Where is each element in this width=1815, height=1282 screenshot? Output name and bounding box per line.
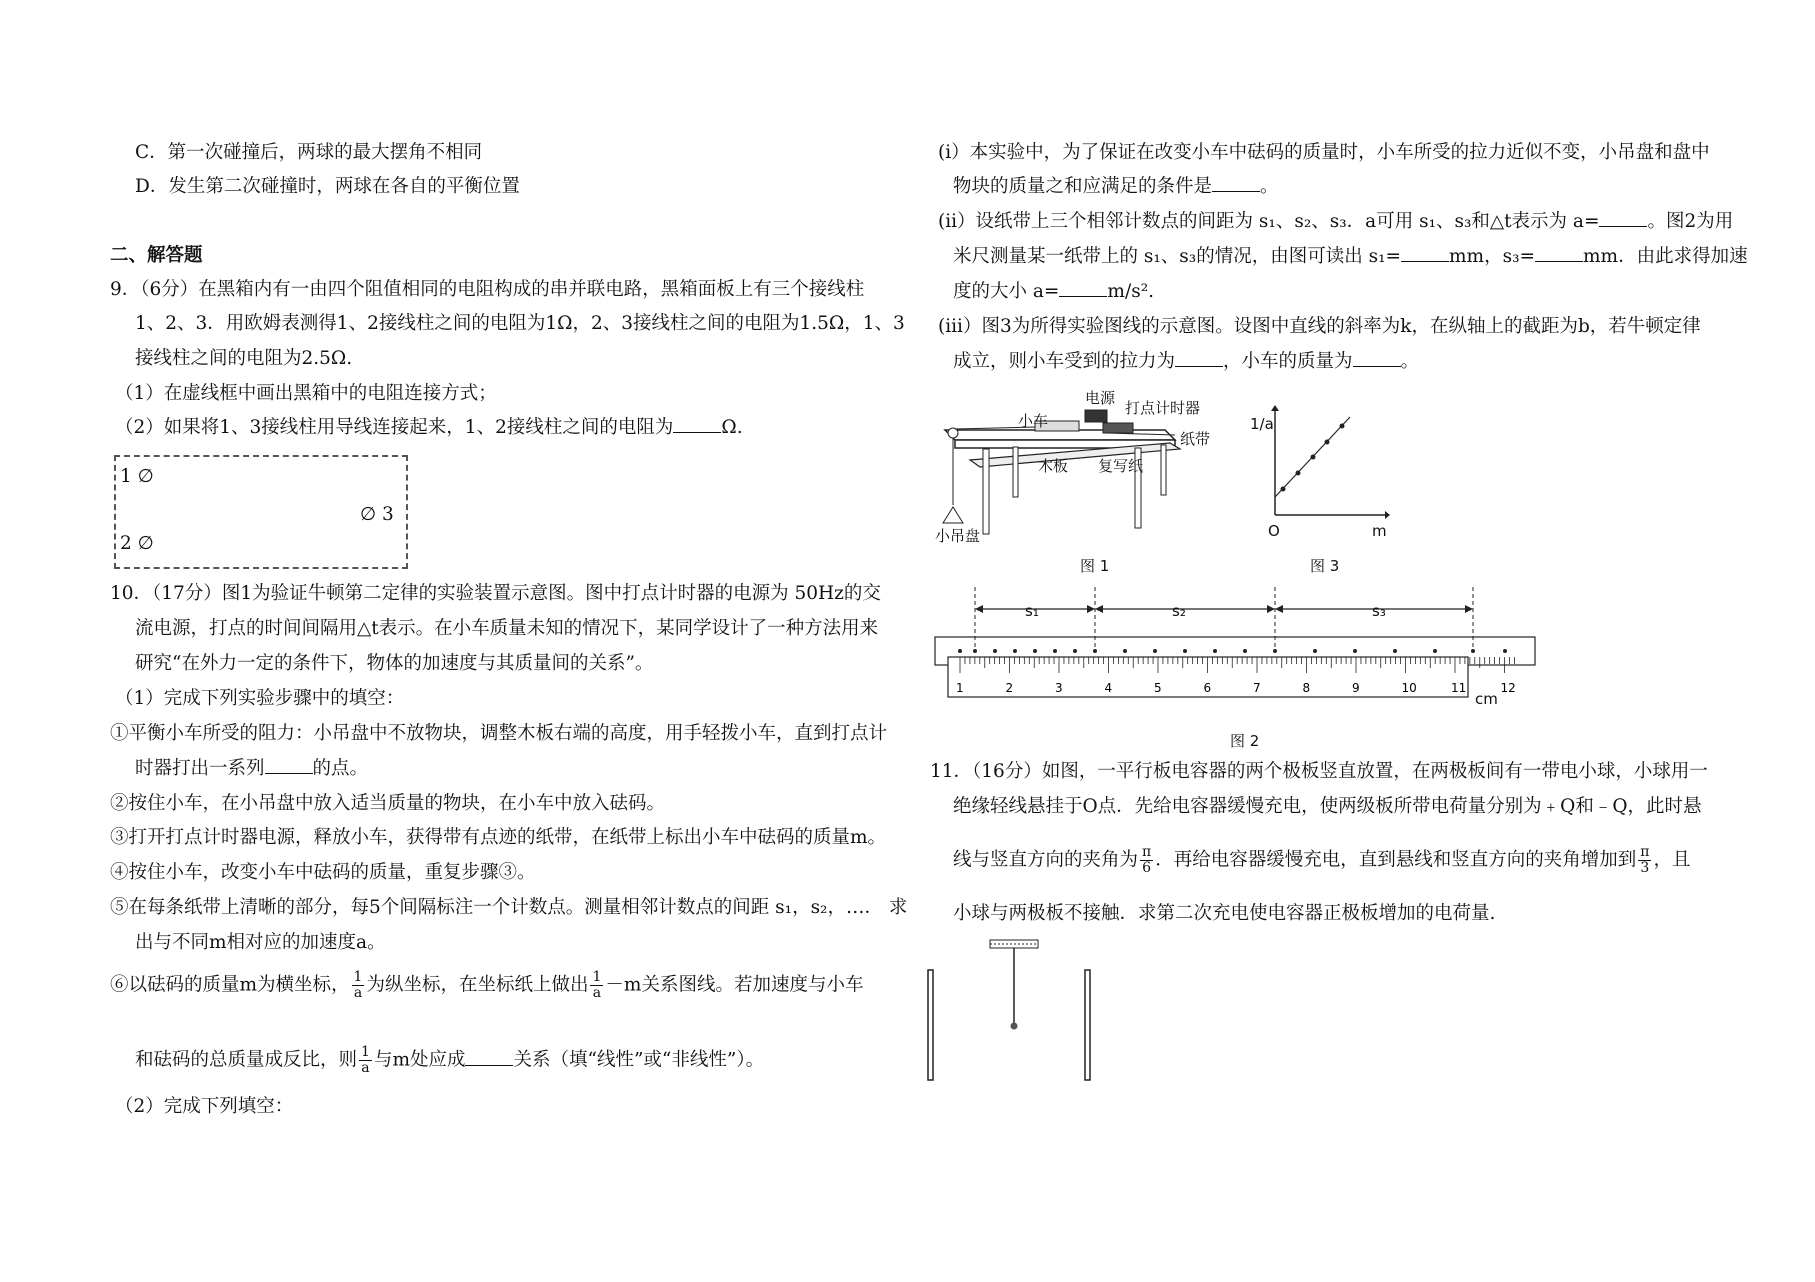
q11-line2: 绝缘轻线悬挂于O点．先给电容器缓慢充电，使两级板所带电荷量分别为﹢Q和﹣Q，此时悬 — [953, 796, 1702, 817]
fig3-x-label: m — [1372, 522, 1387, 540]
q10-step6b: 和砝码的总质量成反比，则 $\frac{1}{a}$ 与m处应成 关系（填“线性”或“非线性”）。 — [135, 1044, 765, 1076]
tape-dot — [1093, 649, 1097, 653]
part-ii-line3: 度的大小 a= m/s². — [953, 281, 1154, 302]
section-heading: 二、解答题 — [110, 245, 203, 266]
terminal-3: ∅ 3 — [360, 504, 394, 525]
s2-arrow-head-left — [1095, 605, 1103, 613]
ruler-tick-label: 12 — [1500, 681, 1516, 695]
fig1-carbon-label: 复写纸 — [1098, 457, 1144, 475]
s1-arrow-head-left — [975, 605, 983, 613]
q11-line1: 11．（16分）如图，一平行板电容器的两个极板竖直放置，在两极板间有一带电小球，小球用一 — [930, 761, 1708, 782]
part-iii-line1: (iii）图3为所得实验图线的示意图。设图中直线的斜率为k，在纵轴上的截距为b，若牛顿定律 — [938, 316, 1701, 337]
part-ii-line1: (ii）设纸带上三个相邻计数点的间距为 s₁、s₂、s₃．a可用 s₁、s₃和△t表示为 a= 。图2为用 — [938, 211, 1734, 232]
q9-line3: 接线柱之间的电阻为2.5Ω. — [135, 348, 353, 369]
q10-step5b: 出与不同m相对应的加速度a。 — [135, 932, 386, 953]
capacitor-diagram — [925, 935, 1095, 1085]
q10-part2: （2）完成下列填空： — [115, 1096, 294, 1117]
option-c: C．第一次碰撞后，两球的最大摆角不相同 — [135, 142, 483, 163]
ruler-tick-label: 2 — [1005, 681, 1014, 695]
q10-part1: （1）完成下列实验步骤中的填空： — [115, 688, 405, 709]
s1-arrow-head-right — [1087, 605, 1095, 613]
fig1-caption: 图 1 — [1080, 557, 1110, 575]
tape-dot — [1273, 649, 1277, 653]
fig1-power-label: 电源 — [1085, 389, 1116, 407]
q10-step2: ②按住小车，在小吊盘中放入适当质量的物块，在小车中放入砝码。 — [110, 793, 666, 814]
ruler-tick-label: 10 — [1401, 681, 1417, 695]
terminal-1: 1 ∅ — [120, 466, 154, 487]
tape-dot — [1433, 649, 1437, 653]
tape-dot — [1393, 649, 1397, 653]
fig3-caption: 图 3 — [1310, 557, 1340, 575]
terminal-2: 2 ∅ — [120, 533, 154, 554]
fig1-timer-label: 打点计时器 — [1125, 399, 1201, 417]
q10-step1a: ①平衡小车所受的阻力：小吊盘中不放物块，调整木板右端的高度，用手轻拨小车，直到打点计 — [110, 723, 888, 744]
tape-dot — [1471, 649, 1475, 653]
fig1-board-label: 木板 — [1038, 457, 1069, 475]
q10-line3: 研究“在外力一定的条件下，物体的加速度与其质量间的关系”。 — [135, 653, 654, 674]
s3-arrow-head-left — [1275, 605, 1283, 613]
fig1-pan-label: 小吊盘 — [935, 527, 981, 545]
tape-dot — [993, 649, 997, 653]
tape-dot — [958, 649, 962, 653]
tape-dot — [1213, 649, 1217, 653]
figure2-ruler — [930, 585, 1540, 710]
ruler-tick-label: 6 — [1203, 681, 1212, 695]
q9-part1: （1）在虚线框中画出黑箱中的电阻连接方式； — [115, 383, 497, 404]
ruler-tick-label: 4 — [1104, 681, 1113, 695]
q10-line2: 流电源，打点的时间间隔用△t表示。在小车质量未知的情况下，某同学设计了一种方法用来 — [135, 618, 879, 639]
tape-dot — [1353, 649, 1357, 653]
fig2-caption: 图 2 — [1230, 732, 1260, 750]
part-i-line1: (i）本实验中，为了保证在改变小车中砝码的质量时，小车所受的拉力近似不变，小吊盘和盘中 — [938, 142, 1710, 163]
tape-dot — [1073, 649, 1077, 653]
s3-arrow-head-right — [1465, 605, 1473, 613]
ruler-tick-label: 11 — [1451, 681, 1467, 695]
tape-dot — [1243, 649, 1247, 653]
q11-line4: 小球与两极板不接触．求第二次充电使电容器正极板增加的电荷量. — [953, 903, 1496, 924]
q9-line2: 1、2、3．用欧姆表测得1、2接线柱之间的电阻为1Ω，2、3接线柱之间的电阻为1.5Ω，1、3 — [135, 313, 905, 334]
fig2-s2-label: s₂ — [1172, 602, 1186, 620]
tape-dot — [1313, 649, 1317, 653]
part-i-line2: 物块的质量之和应满足的条件是 。 — [953, 176, 1279, 197]
tape-dot — [1053, 649, 1057, 653]
tape-dot — [1153, 649, 1157, 653]
q11-line3: 线与竖直方向的夹角为 $\frac{\pi}{6}$ ．再给电容器缓慢充电，直到悬线和竖直方向的夹角增加到 $\frac{\pi}{3}$ ，且 — [953, 844, 1691, 876]
q10-step5a: ⑤在每条纸带上清晰的部分，每5个间隔标注一个计数点。测量相邻计数点的间距 s₁，s₂，…． 求 — [110, 897, 908, 918]
fig3-y-label: 1/a — [1250, 415, 1274, 433]
ruler-tick-label: 8 — [1302, 681, 1311, 695]
fig2-s1-label: s₁ — [1025, 602, 1039, 620]
tape-dot — [1033, 649, 1037, 653]
q10-step6a: ⑥以砝码的质量m为横坐标， $\frac{1}{a}$ 为纵坐标，在坐标纸上做出 $\frac{1}{a}$ －m关系图线。若加速度与小车 — [110, 969, 864, 1001]
q10-step3: ③打开打点计时器电源，释放小车，获得带有点迹的纸带，在纸带上标出小车中砝码的质量m。 — [110, 827, 887, 848]
tape-dot — [1183, 649, 1187, 653]
tape-dot — [973, 649, 977, 653]
q9-line1: 9．（6分）在黑箱内有一由四个阻值相同的电阻构成的串并联电路，黑箱面板上有三个接线柱 — [110, 279, 865, 300]
fig2-s3-label: s₃ — [1372, 602, 1386, 620]
ruler-tick-label: 1 — [956, 681, 964, 695]
fig1-tape-label: 纸带 — [1180, 430, 1211, 448]
ruler-tick-label: 3 — [1055, 681, 1063, 695]
tape-dot — [1013, 649, 1017, 653]
tape-dot — [1503, 649, 1507, 653]
fig3-origin: O — [1268, 522, 1280, 540]
fig2-cm-unit: cm — [1475, 690, 1498, 708]
ruler-tick-label: 5 — [1154, 681, 1162, 695]
q10-step1b: 时器打出一系列 的点。 — [135, 758, 369, 779]
option-d: D．发生第二次碰撞时，两球在各自的平衡位置 — [135, 176, 520, 197]
fig1-cart-label: 小车 — [1018, 412, 1049, 430]
ruler-tick-label: 9 — [1352, 681, 1360, 695]
ruler-tick-label: 7 — [1253, 681, 1261, 695]
s2-arrow-head-right — [1267, 605, 1275, 613]
part-ii-line2: 米尺测量某一纸带上的 s₁、s₃的情况，由图可读出 s₁= mm，s₃= mm．由此求得加速 — [953, 246, 1748, 267]
part-iii-line2: 成立，则小车受到的拉力为 ，小车的质量为 。 — [953, 351, 1420, 372]
q9-part2: （2）如果将1、3接线柱用导线连接起来，1、2接线柱之间的电阻为 Ω. — [115, 417, 743, 438]
q10-step4: ④按住小车，改变小车中砝码的质量，重复步骤③。 — [110, 862, 536, 883]
tape-dot — [1123, 649, 1127, 653]
q10-line1: 10．（17分）图1为验证牛顿第二定律的实验装置示意图。图中打点计时器的电源为 50Hz的交 — [110, 583, 881, 604]
